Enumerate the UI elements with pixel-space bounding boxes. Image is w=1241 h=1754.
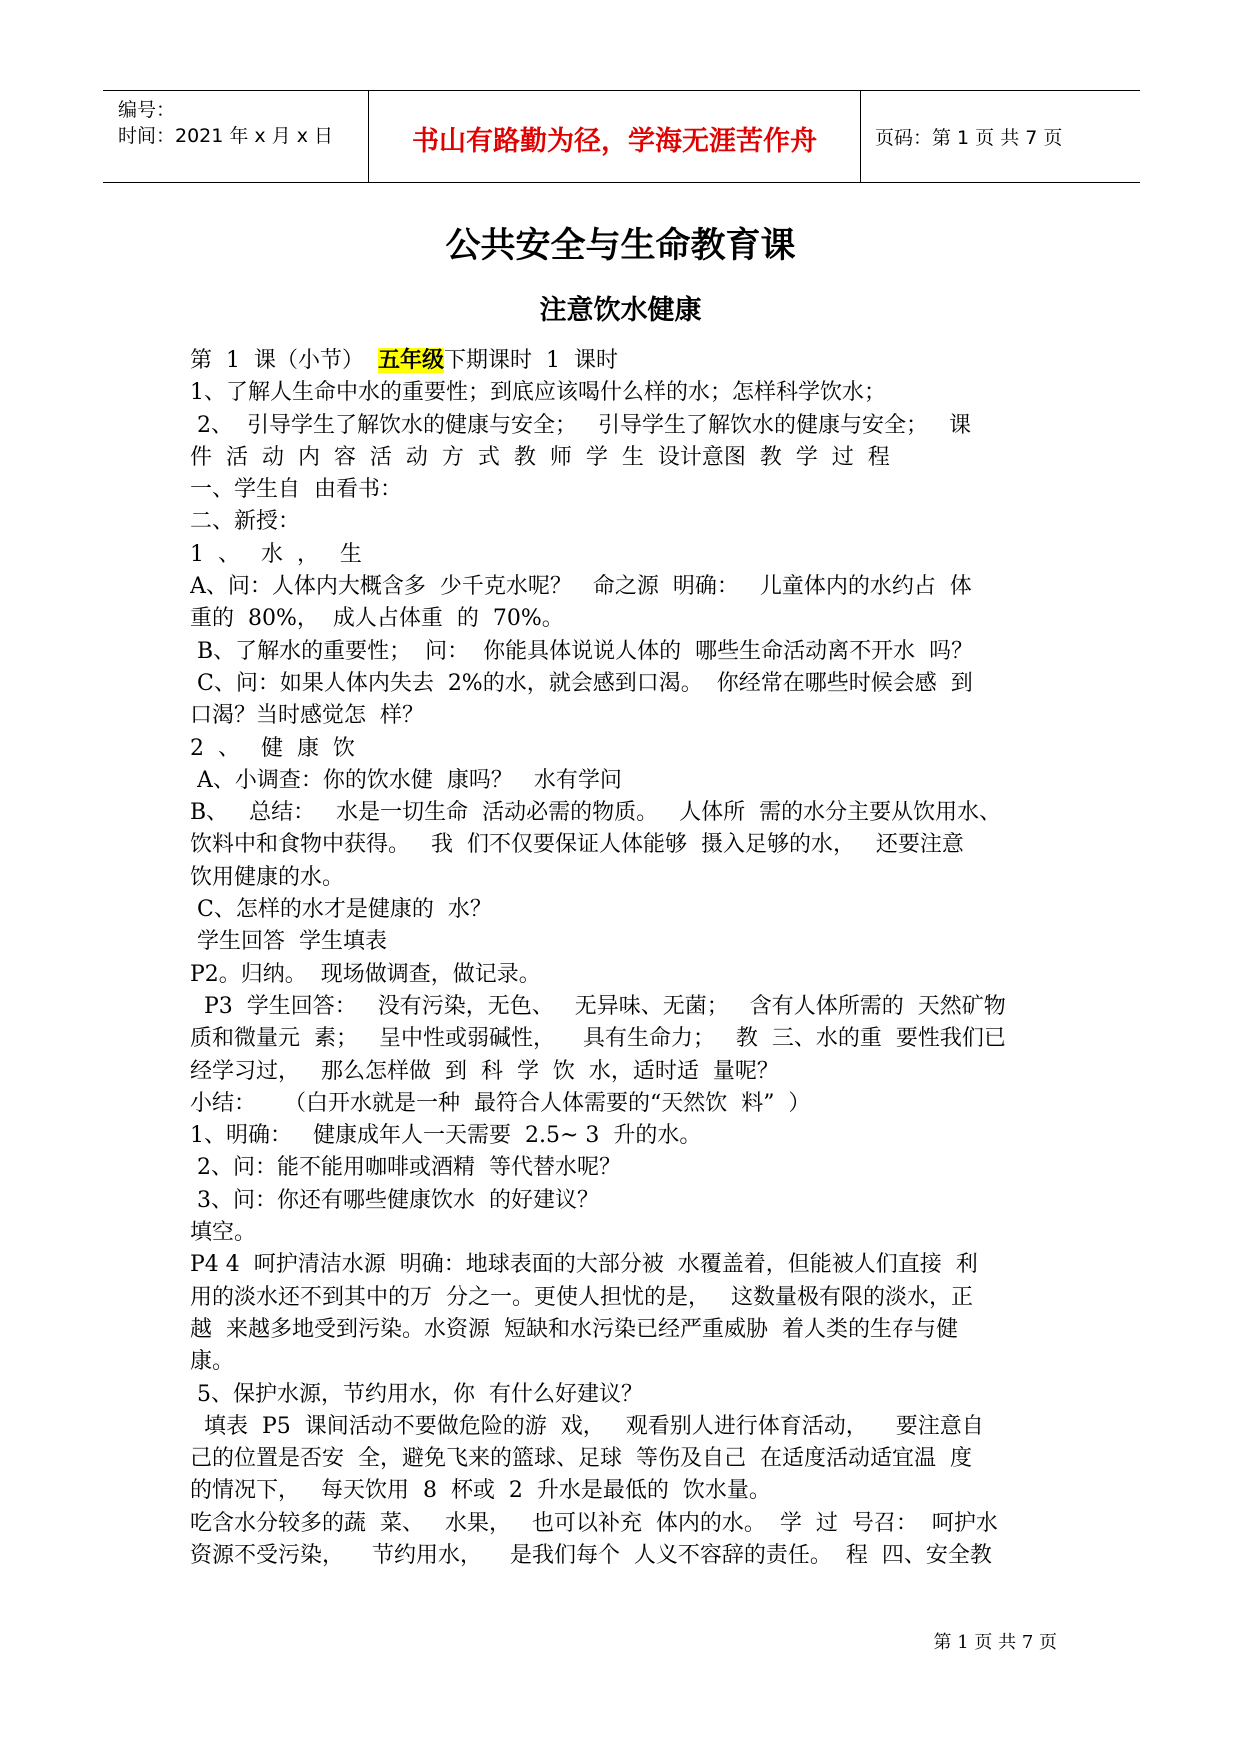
- body-line: 3、问：你还有哪些健康饮水 的好建议？: [190, 1187, 599, 1213]
- body-line: 口渴？当时感觉怎 样？: [190, 703, 424, 729]
- body-line: 一、学生自 由看书：: [190, 477, 402, 503]
- body-line: P3 学生回答： 没有污染，无色、 无异味、无菌； 含有人体所需的 天然矿物: [190, 993, 1006, 1019]
- body-line: 经学习过， 那么怎样做 到 科 学 饮 水，适时适 量呢？: [190, 1058, 779, 1084]
- body-line: B、 总结： 水是一切生命 活动必需的物质。 人体所 需的水分主要从饮用水、: [190, 800, 1002, 826]
- body-line: 吃含水分较多的蔬 菜、 水果， 也可以补充 体内的水。 学 过 号召： 呵护水: [190, 1510, 998, 1536]
- body-line: P2。归纳。 现场做调查，做记录。: [190, 961, 541, 987]
- body-lines: [190, 377, 1060, 1572]
- body-line: 件 活 动 内 容 活 动 方 式 教 师 学 生 设计意图 教 学 过 程: [190, 444, 890, 470]
- body-line: 越 来越多地受到污染。水资源 短缺和水污染已经严重威胁 着人类的生存与健: [190, 1316, 958, 1342]
- body-line: 2 、 健 康 饮: [190, 735, 355, 761]
- body-line: 的情况下， 每天饮用 8 杯或 2 升水是最低的 饮水量。: [190, 1478, 771, 1504]
- header-info-cell: [103, 91, 369, 182]
- body-line: 1、明确： 健康成年人一天需要 2.5~ 3 升的水。: [190, 1123, 702, 1149]
- document-body: [190, 345, 1060, 1572]
- page-header: [103, 90, 1140, 183]
- body-line: 己的位置是否安 全，避免飞来的篮球、足球 等伤及自己 在适度活动适宜温 度: [190, 1446, 972, 1472]
- page-footer: 第 1 页 共 7 页: [933, 1632, 1057, 1653]
- grade-highlight: 五年级: [377, 348, 444, 373]
- body-line: 二、新授：: [190, 509, 301, 535]
- body-line: B、了解水的重要性； 问： 你能具体说说人体的 哪些生命活动离不开水 吗？: [190, 638, 974, 664]
- body-line: 用的淡水还不到其中的万 分之一。更使人担忧的是， 这数量极有限的淡水，正: [190, 1284, 973, 1310]
- body-line: A、问：人体内大概含多 少千克水呢？ 命之源 明确： 儿童体内的水约占 体: [190, 574, 972, 600]
- lesson-info-line: [190, 345, 1060, 377]
- body-line: 小结： （白开水就是一种 最符合人体需要的“天然饮 料” ）: [190, 1090, 811, 1116]
- body-line: 饮用健康的水。: [190, 864, 345, 890]
- body-line: A、小调查：你的饮水健 康吗？ 水有学问: [190, 767, 622, 793]
- body-line: 1、了解人生命中水的重要性；到底应该喝什么样的水；怎样科学饮水；: [190, 380, 886, 406]
- body-line: 饮料中和食物中获得。 我 们不仅要保证人体能够 摄入足够的水， 还要注意: [190, 832, 964, 858]
- body-line: 1 、 水 ， 生: [190, 541, 362, 567]
- header-page-number: 页码：第 1 页 共 7 页: [875, 127, 1063, 149]
- body-line: 填表 P5 课间活动不要做危险的游 戏， 观看别人进行体育活动， 要注意自: [190, 1413, 984, 1439]
- body-line: 康。: [190, 1349, 235, 1375]
- header-page-cell: [861, 91, 1140, 182]
- lesson-prefix: 第 1 课（小节）: [190, 348, 378, 373]
- body-line: 质和微量元 素； 呈中性或弱碱性， 具有生命力； 教 三、水的重 要性我们已: [190, 1026, 1006, 1052]
- document-time-label: 时间：2021 年 x 月 x 日: [118, 125, 334, 147]
- body-line: C、问：如果人体内失去 2%的水，就会感到口渴。 你经常在哪些时候会感 到: [190, 670, 973, 696]
- body-line: 学生回答 学生填表: [190, 929, 387, 955]
- body-line: 填空。: [190, 1220, 257, 1246]
- body-line: 2、问：能不能用咖啡或酒精 等代替水呢？: [190, 1155, 621, 1181]
- document-subtitle: 注意饮水健康: [539, 295, 702, 326]
- body-line: 5、保护水源，节约用水，你 有什么好建议？: [190, 1381, 643, 1407]
- document-number-label: 编号：: [118, 99, 176, 121]
- body-line: P4 4 呵护清洁水源 明确：地球表面的大部分被 水覆盖着，但能被人们直接 利: [190, 1252, 978, 1278]
- body-line: 2、 引导学生了解饮水的健康与安全； 引导学生了解饮水的健康与安全； 课: [190, 412, 971, 438]
- lesson-suffix: 下期课时 1 课时: [443, 348, 618, 373]
- header-motto: 书山有路勤为径，学海无涯苦作舟: [412, 126, 817, 157]
- body-line: 资源不受污染， 节约用水， 是我们每个 人义不容辞的责任。 程 四、安全教: [190, 1542, 992, 1568]
- body-line: 重的 80%， 成人占体重 的 70%。: [190, 606, 564, 632]
- body-line: C、怎样的水才是健康的 水？: [190, 897, 492, 923]
- header-motto-cell: [369, 91, 861, 182]
- document-title: 公共安全与生命教育课: [445, 226, 796, 266]
